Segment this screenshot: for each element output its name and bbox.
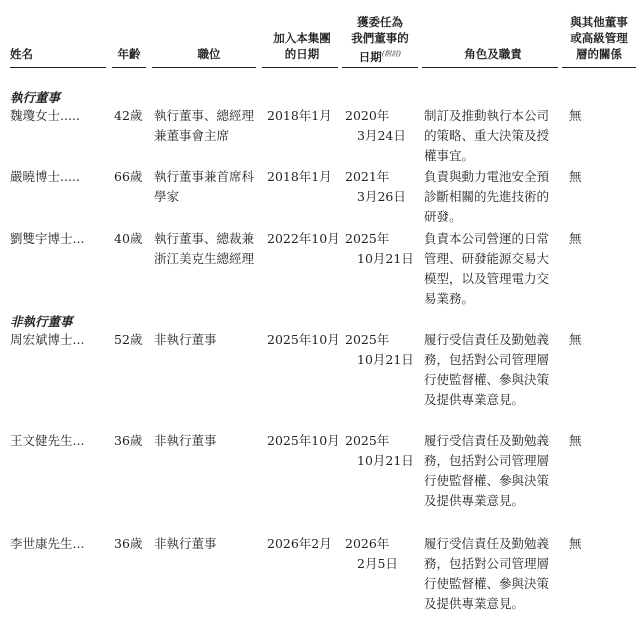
director-appointment-date xyxy=(345,229,415,269)
director-role: 履行受信責任及勤勉義務，包括對公司管理層行使監督權、參與決策及提供專業意見。 xyxy=(424,433,550,508)
appt-day: 3月26日 xyxy=(357,189,406,204)
header-appt-line3 xyxy=(340,46,420,65)
appt-year: 2025年 xyxy=(345,231,390,246)
appt-day: 10月21日 xyxy=(357,453,414,468)
director-relationship: 無 xyxy=(569,169,582,184)
director-relationship: 無 xyxy=(569,231,582,246)
director-position: 非執行董事 xyxy=(154,536,217,551)
header-join-date-line2: 的日期 xyxy=(284,47,320,61)
director-name: 王文健先生... xyxy=(10,433,85,448)
director-age: 42歲 xyxy=(114,108,143,123)
header-rel-line3: 層的關係 xyxy=(576,47,622,61)
appt-day: 10月21日 xyxy=(357,251,414,266)
director-relationship: 無 xyxy=(569,108,582,123)
header-rule-role xyxy=(422,67,558,68)
appt-year: 2021年 xyxy=(345,169,390,184)
header-rule-rel xyxy=(562,67,636,68)
director-position: 非執行董事 xyxy=(154,332,217,347)
appt-year: 2025年 xyxy=(345,433,390,448)
director-role: 負責本公司營運的日常管理、研發能源交易大模型，以及管理電力交易業務。 xyxy=(424,231,550,306)
director-role: 履行受信責任及勤勉義務，包括對公司管理層行使監督權、參與決策及提供專業意見。 xyxy=(424,332,550,407)
header-appt-line1: 獲委任為 xyxy=(357,15,403,29)
director-age: 66歲 xyxy=(114,169,143,184)
director-position: 執行董事兼首席科學家 xyxy=(154,169,255,204)
appt-day: 3月24日 xyxy=(357,128,406,143)
header-role: 角色及職責 xyxy=(464,47,522,61)
header-relationship xyxy=(562,14,636,62)
director-appointment-date xyxy=(345,106,415,146)
director-appointment-date xyxy=(345,431,415,471)
header-join-date xyxy=(262,30,342,62)
director-join-date: 2025年10月 xyxy=(267,433,340,448)
director-appointment-date xyxy=(345,330,415,370)
header-rel-line1: 與其他董事 xyxy=(570,15,628,29)
director-relationship: 無 xyxy=(569,332,582,347)
director-position: 執行董事、總經理兼董事會主席 xyxy=(154,108,255,143)
appt-day: 10月21日 xyxy=(357,352,414,367)
director-role: 制訂及推動執行本公司的策略、重大決策及授權事宜。 xyxy=(424,108,550,163)
director-relationship: 無 xyxy=(569,536,582,551)
director-join-date: 2026年2月 xyxy=(267,536,332,551)
header-rule-appt xyxy=(342,67,418,68)
director-name: 劉雙宇博士... xyxy=(10,231,85,246)
director-join-date: 2022年10月 xyxy=(267,231,340,246)
header-appt-note: (附註) xyxy=(381,50,402,58)
director-join-date: 2018年1月 xyxy=(267,169,332,184)
director-relationship: 無 xyxy=(569,433,582,448)
header-name: 姓名 xyxy=(10,47,33,61)
director-age: 40歲 xyxy=(114,231,143,246)
header-rel-line2: 或高級管理 xyxy=(570,31,628,45)
header-position: 職位 xyxy=(197,47,221,61)
director-age: 52歲 xyxy=(114,332,143,347)
director-role: 履行受信責任及勤勉義務，包括對公司管理層行使監督權、參與決策及提供專業意見。 xyxy=(424,536,550,611)
director-join-date: 2018年1月 xyxy=(267,108,332,123)
section-executive-directors: 執行董事 xyxy=(10,90,61,105)
director-join-date: 2025年10月 xyxy=(267,332,340,347)
director-age: 36歲 xyxy=(114,433,143,448)
director-name: 魏瓊女士..... xyxy=(10,108,80,123)
director-position: 非執行董事 xyxy=(154,433,217,448)
director-age: 36歲 xyxy=(114,536,143,551)
header-appt-line2: 我們董事的 xyxy=(351,31,409,45)
appt-year: 2025年 xyxy=(345,332,390,347)
header-appointment-date xyxy=(340,14,420,65)
section-non-executive-directors: 非執行董事 xyxy=(10,314,73,329)
header-appt-text: 日期 xyxy=(358,49,382,64)
header-join-date-line1: 加入本集團 xyxy=(273,31,331,45)
director-name: 李世康先生... xyxy=(10,536,85,551)
director-name: 周宏斌博士... xyxy=(10,332,85,347)
director-appointment-date xyxy=(345,167,415,207)
header-age: 年齡 xyxy=(117,47,141,61)
appt-year: 2026年 xyxy=(345,536,390,551)
director-role: 負責與動力電池安全預診斷相關的先進技術的研發。 xyxy=(424,169,550,224)
header-rule-join xyxy=(262,67,338,68)
header-rule-name xyxy=(10,67,106,68)
header-rule-position xyxy=(152,67,256,68)
header-rule-age xyxy=(112,67,146,68)
director-appointment-date xyxy=(345,534,415,574)
director-name: 嚴曉博士..... xyxy=(10,169,80,184)
appt-day: 2月5日 xyxy=(357,556,398,571)
appt-year: 2020年 xyxy=(345,108,390,123)
director-position: 執行董事、總裁兼浙江美克生總經理 xyxy=(154,231,255,266)
